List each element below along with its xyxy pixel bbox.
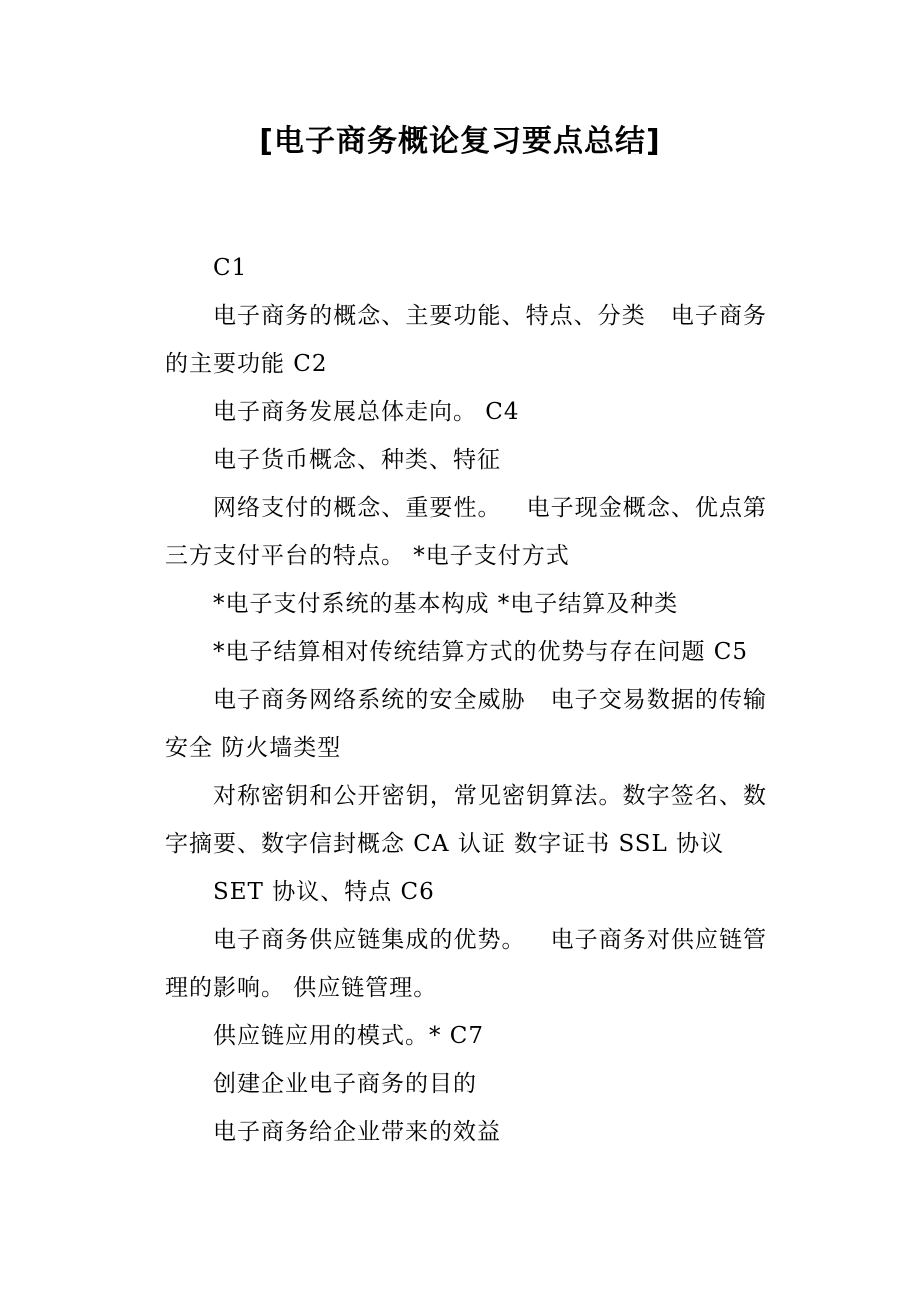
paragraph: 对称密钥和公开密钥，常见密钥算法。数字签名、数字摘要、数字信封概念 CA 认证 数字证书 SSL 协议 — [165, 783, 767, 857]
paragraph: *电子支付系统的基本构成 *电子结算及种类 — [213, 591, 679, 617]
paragraph: SET 协议、特点 C6 — [213, 879, 435, 905]
paragraph: 电子商务发展总体走向。 C4 — [213, 399, 520, 425]
paragraph: 电子商务供应链集成的优势。 电子商务对供应链管理的影响。 供应链管理。 — [165, 927, 767, 1001]
paragraph: *电子结算相对传统结算方式的优势与存在问题 C5 — [213, 639, 749, 665]
document-body — [165, 244, 767, 1156]
paragraph: 电子货币概念、种类、特征 — [213, 447, 501, 473]
document-title: [电子商务概论复习要点总结] — [259, 124, 661, 159]
paragraph: 电子商务网络系统的安全威胁 电子交易数据的传输安全 防火墙类型 — [165, 687, 767, 761]
paragraph: 电子商务的概念、主要功能、特点、分类 电子商务的主要功能 C2 — [165, 303, 767, 377]
paragraph-c1: C1 — [213, 255, 248, 281]
paragraph: 电子商务给企业带来的效益 — [213, 1119, 501, 1145]
paragraph: 创建企业电子商务的目的 — [213, 1071, 477, 1097]
paragraph: 网络支付的概念、重要性。 电子现金概念、优点第三方支付平台的特点。 *电子支付方式 — [165, 495, 767, 569]
paragraph: 供应链应用的模式。* C7 — [213, 1023, 485, 1049]
